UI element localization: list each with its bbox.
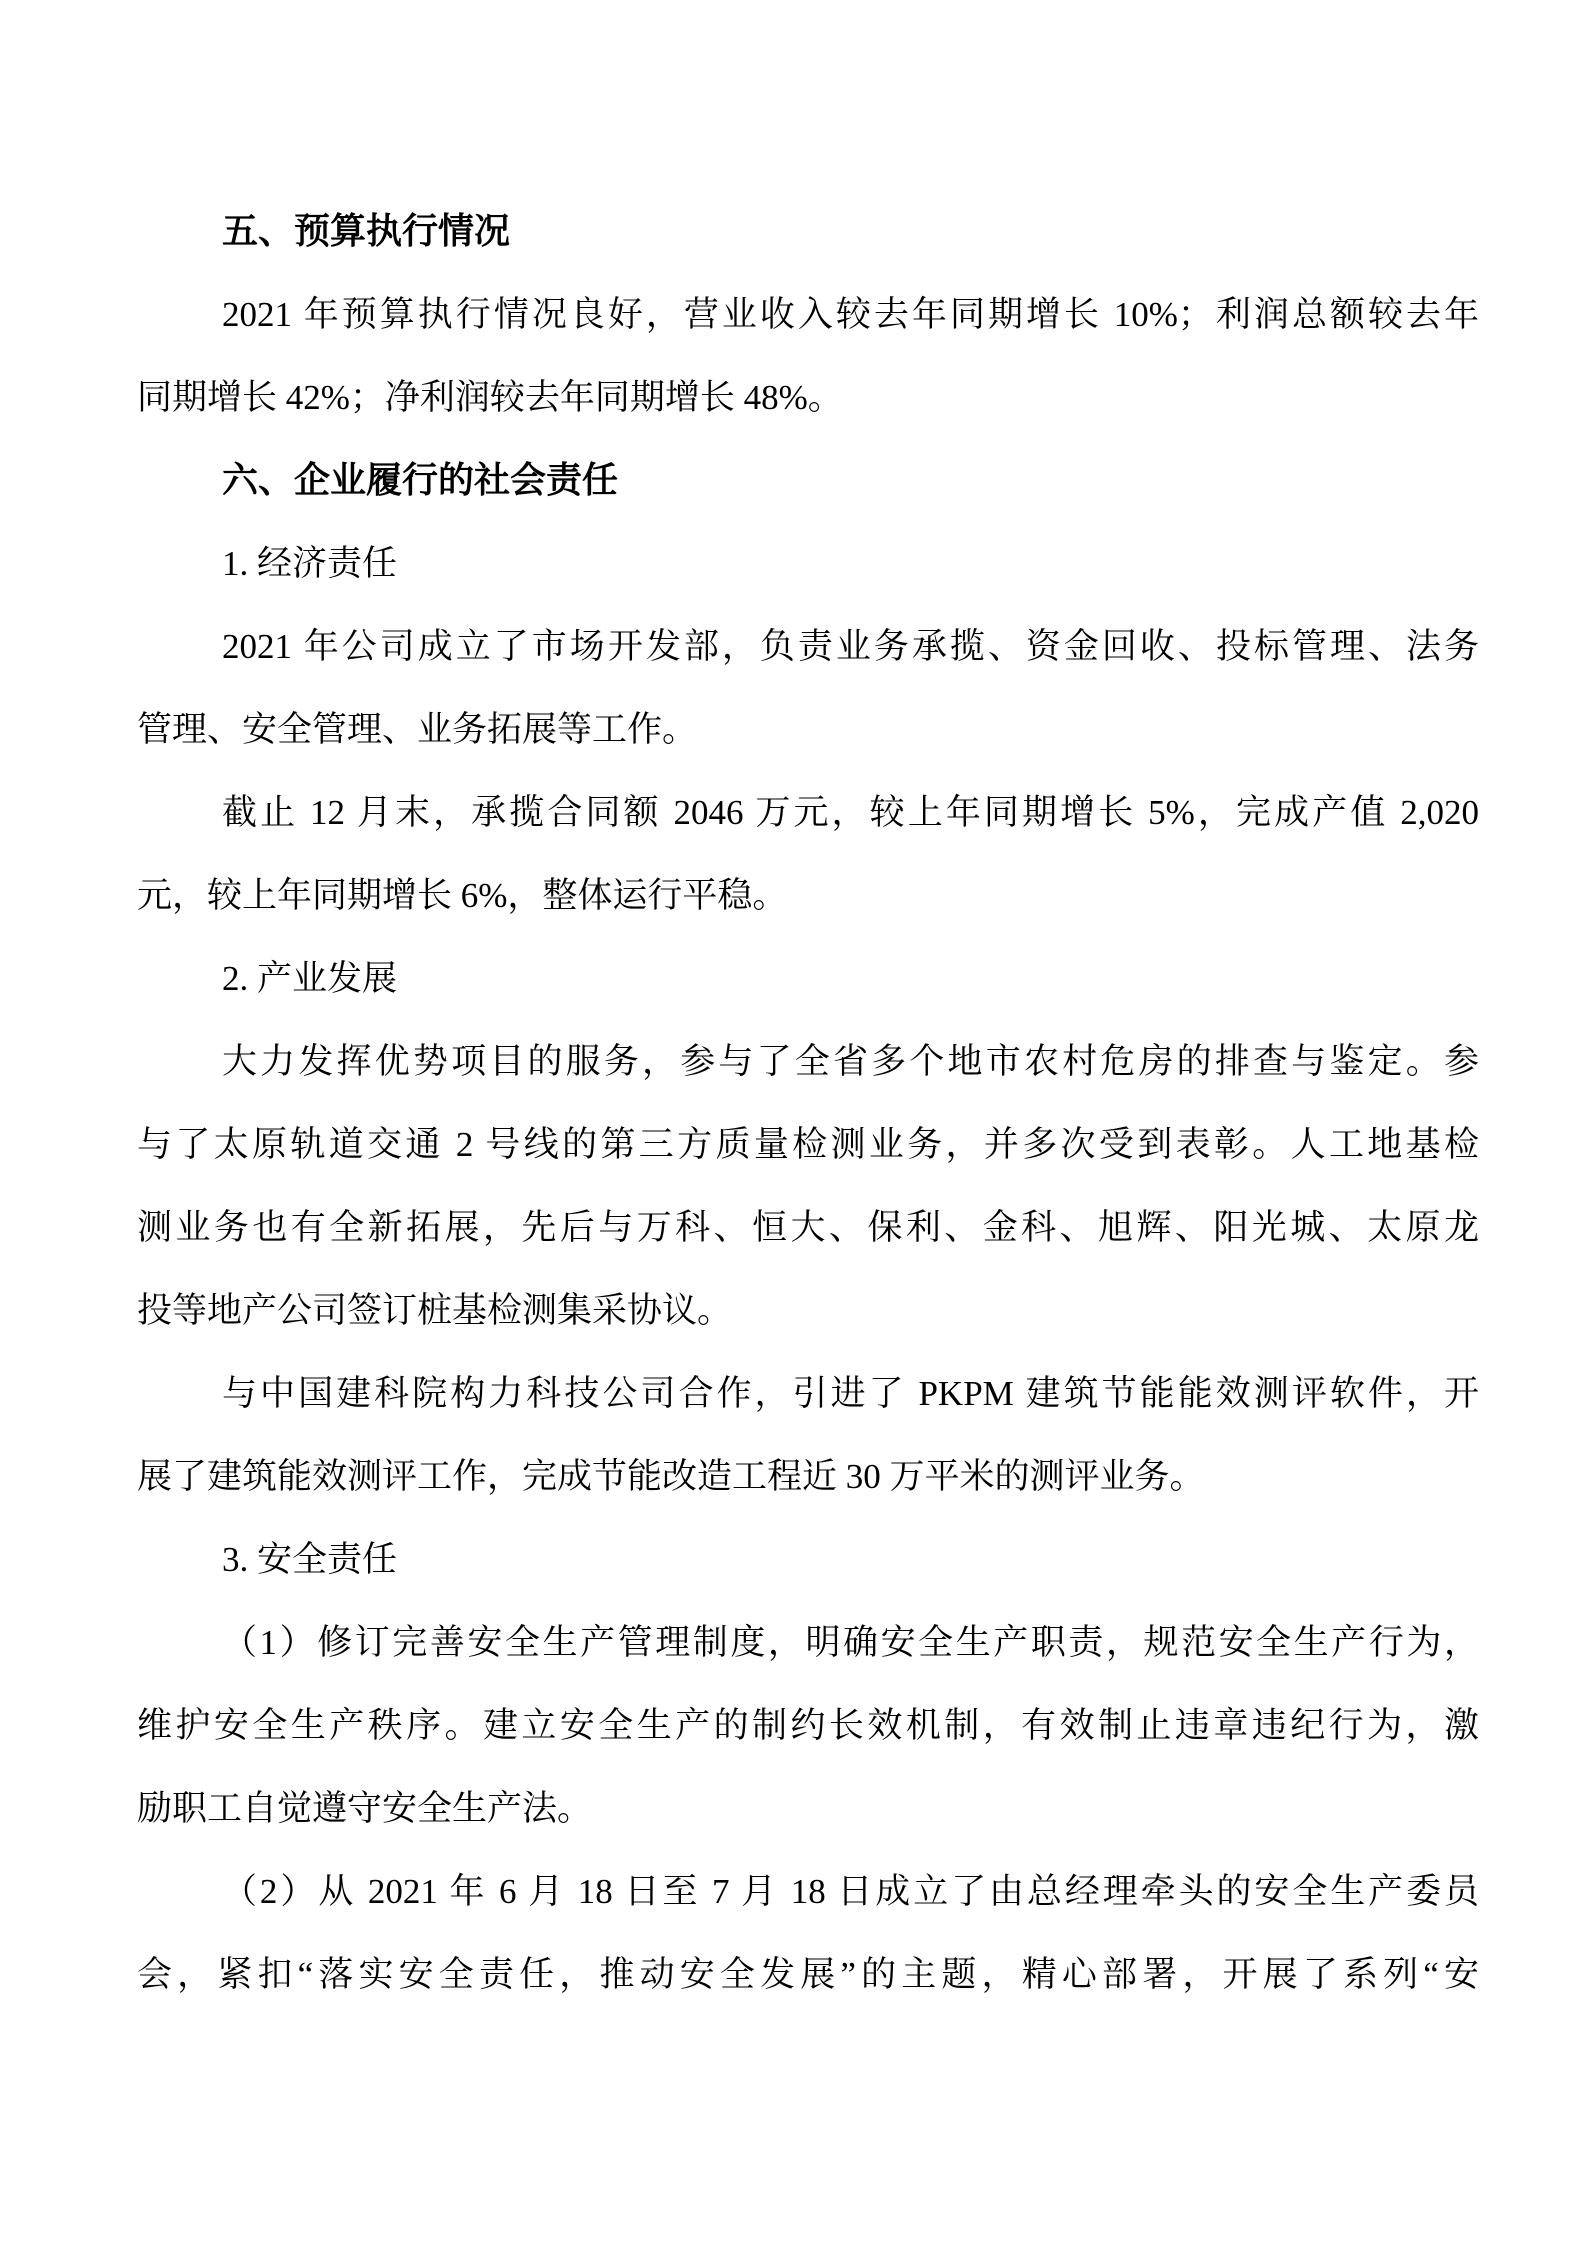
body-line: 与中国建科院构力科技公司合作，引进了 PKPM 建筑节能能效测评软件，开 xyxy=(222,1374,1479,1413)
subheading-industry-development: 2. 产业发展 xyxy=(222,959,398,998)
section-heading-social-responsibility: 六、企业履行的社会责任 xyxy=(222,460,619,500)
subheading-safety-responsibility: 3. 安全责任 xyxy=(222,1540,398,1579)
body-line: 励职工自觉遵守安全生产法。 xyxy=(137,1789,593,1828)
body-line: （2）从 2021 年 6 月 18 日至 7 月 18 日成立了由总经理牵头的安全生产委员 xyxy=(222,1872,1479,1911)
body-line: 维护安全生产秩序。建立安全生产的制约长效机制，有效制止违章违纪行为，激 xyxy=(137,1706,1479,1745)
section-heading-budget-execution: 五、预算执行情况 xyxy=(222,211,511,251)
body-line: 投等地产公司签订桩基检测集采协议。 xyxy=(137,1291,733,1330)
body-line: 大力发挥优势项目的服务，参与了全省多个地市农村危房的排查与鉴定。参 xyxy=(222,1042,1479,1081)
subheading-economic-responsibility: 1. 经济责任 xyxy=(222,544,398,583)
body-line: 展了建筑能效测评工作，完成节能改造工程近 30 万平米的测评业务。 xyxy=(137,1457,1205,1496)
body-line: 2021 年预算执行情况良好，营业收入较去年同期增长 10%；利润总额较去年 xyxy=(222,295,1479,334)
body-line: 会，紧扣“落实安全责任，推动安全发展”的主题，精心部署，开展了系列“安 xyxy=(137,1955,1479,1994)
body-line: （1）修订完善安全生产管理制度，明确安全生产职责，规范安全生产行为， xyxy=(222,1623,1479,1662)
body-line: 管理、安全管理、业务拓展等工作。 xyxy=(137,710,698,749)
body-line: 同期增长 42%；净利润较去年同期增长 48%。 xyxy=(137,378,843,417)
body-line: 与了太原轨道交通 2 号线的第三方质量检测业务，并多次受到表彰。人工地基检 xyxy=(137,1125,1479,1164)
body-line: 元，较上年同期增长 6%，整体运行平稳。 xyxy=(137,876,788,915)
body-line: 截止 12 月末，承揽合同额 2046 万元，较上年同期增长 5%，完成产值 2,020 xyxy=(222,793,1479,832)
body-line: 测业务也有全新拓展，先后与万科、恒大、保利、金科、旭辉、阳光城、太原龙 xyxy=(137,1208,1479,1247)
body-line: 2021 年公司成立了市场开发部，负责业务承揽、资金回收、投标管理、法务 xyxy=(222,627,1479,666)
